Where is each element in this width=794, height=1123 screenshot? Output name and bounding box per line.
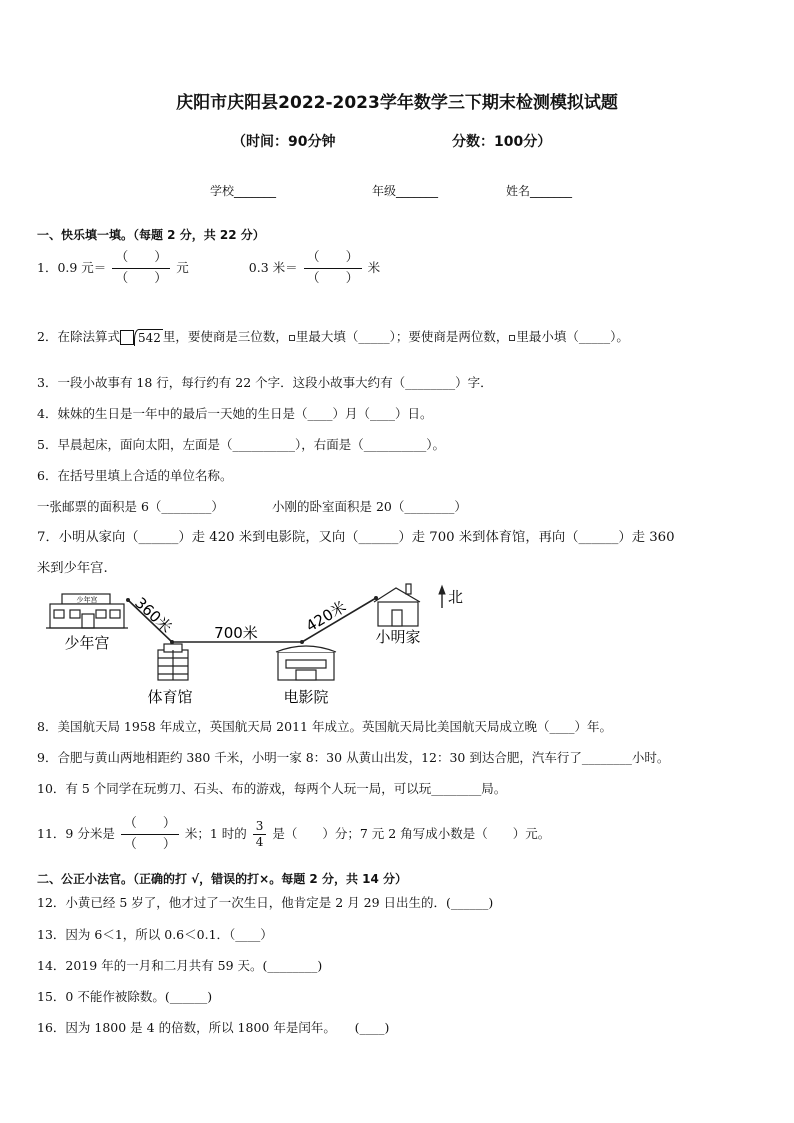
- question-10: 10．有 5 个同学在玩剪刀、石头、布的游戏，每两个人玩一局，可以玩________局。: [37, 781, 507, 796]
- question-14: 14．2019 年的一月和二月共有 59 天。(________): [37, 958, 323, 973]
- section-2-heading: 二、公正小法官。（正确的打 √，错误的打×。每题 2 分，共 14 分）: [37, 872, 407, 886]
- q1-a-right: 元: [176, 260, 189, 275]
- question-5: 5．早晨起床，面向太阳，左面是（__________），右面是（__________）。: [37, 437, 445, 452]
- youth-palace-label: 少年宫: [64, 634, 110, 652]
- question-1: [37, 248, 380, 289]
- school-field[interactable]: 学校_______: [210, 184, 277, 198]
- q1-b-left: 0.3 米＝: [248, 260, 298, 275]
- divisor-box[interactable]: [120, 330, 134, 345]
- exam-time: （时间：90分钟: [232, 134, 336, 150]
- q11-fraction-blank[interactable]: $\frac{( )}{( )}$: [121, 814, 179, 855]
- section-1-heading: 一、快乐填一填。（每题 2 分，共 22 分）: [37, 228, 265, 242]
- question-9: 9．合肥与黄山两地相距约 380 千米，小明一家 8：30 从黄山出发，12：30 到达合肥，汽车行了________小时。: [37, 750, 670, 765]
- question-6-left: 一张邮票的面积是 6（________）: [37, 499, 224, 514]
- question-13: 13．因为 6＜1，所以 0.6＜0.1．（____）: [37, 927, 273, 942]
- question-16: 16．因为 1800 是 4 的倍数，所以 1800 年是闰年。 (____): [37, 1020, 390, 1035]
- long-division-sign: 542: [134, 329, 163, 346]
- q1-b-fraction[interactable]: $\frac{( )}{( )}$: [304, 248, 362, 289]
- north-label: 北: [448, 588, 464, 606]
- cinema-icon: [276, 646, 336, 680]
- north-arrow-icon: [439, 586, 445, 608]
- grade-field[interactable]: 年级_______: [372, 184, 439, 198]
- name-field[interactable]: 姓名_______: [506, 184, 573, 198]
- question-2: 2．在除法算式 542 里，要使商是三位数， 里最大填（_____）；要使商是两位数， 里最小填（_____）。: [37, 329, 629, 345]
- question-4: 4．妹妹的生日是一年中的最后一天她的生日是（____）月（____）日。: [37, 406, 433, 421]
- question-6-right: 小刚的卧室面积是 20（________）: [272, 499, 467, 514]
- home-label: 小明家: [375, 628, 421, 646]
- exam-score: 分数：100分）: [452, 134, 552, 150]
- question-6: 6．在括号里填上合适的单位名称。: [37, 468, 233, 483]
- question-11: 11．9 分米是 $\frac{( )}{( )}$ 米；1 时的 $\frac{3}{4}$ 是（ ）分；7 元 2 角写成小数是（ ）元。: [37, 814, 550, 855]
- route-point: [300, 640, 304, 644]
- question-8: 8．美国航天局 1958 年成立，英国航天局 2011 年成立。英国航天局比美国航天局成立晚（____）年。: [37, 719, 612, 734]
- cinema-label: 电影院: [283, 688, 329, 706]
- gym-icon: [158, 644, 188, 680]
- question-15: 15．0 不能作被除数。(______): [37, 989, 213, 1004]
- distance-700-label: 700米: [214, 624, 258, 642]
- q1-a-left: 1．0.9 元＝: [37, 260, 107, 275]
- q1-b-right: 米: [367, 260, 381, 275]
- square-icon: [289, 335, 295, 341]
- route-map: [40, 580, 480, 710]
- youth-palace-sign: 少年宫: [76, 596, 98, 604]
- gym-label: 体育馆: [147, 688, 193, 706]
- q11-fraction: $\frac{3}{4}$: [253, 819, 267, 850]
- route-point: [126, 598, 130, 602]
- home-icon: [374, 584, 420, 626]
- page-title: 庆阳市庆阳县2022-2023学年数学三下期末检测模拟试题: [176, 93, 618, 113]
- distance-360-label: 360米: [131, 593, 176, 637]
- square-icon: [509, 335, 515, 341]
- question-12: 12．小黄已经 5 岁了，他才过了一次生日，他肯定是 2 月 29 日出生的．(______): [37, 895, 494, 910]
- question-7-line1: 7．小明从家向（______）走 420 米到电影院，又向（______）走 700 米到体育馆，再向（______）走 360: [37, 530, 675, 545]
- distance-420-label: 420米: [302, 597, 350, 636]
- question-3: 3．一段小故事有 18 行，每行约有 22 个字．这段小故事大约有（________）字．: [37, 375, 493, 390]
- q1-a-fraction[interactable]: $\frac{( )}{( )}$: [112, 248, 170, 289]
- question-7-line2: 米到少年宫.: [37, 561, 108, 576]
